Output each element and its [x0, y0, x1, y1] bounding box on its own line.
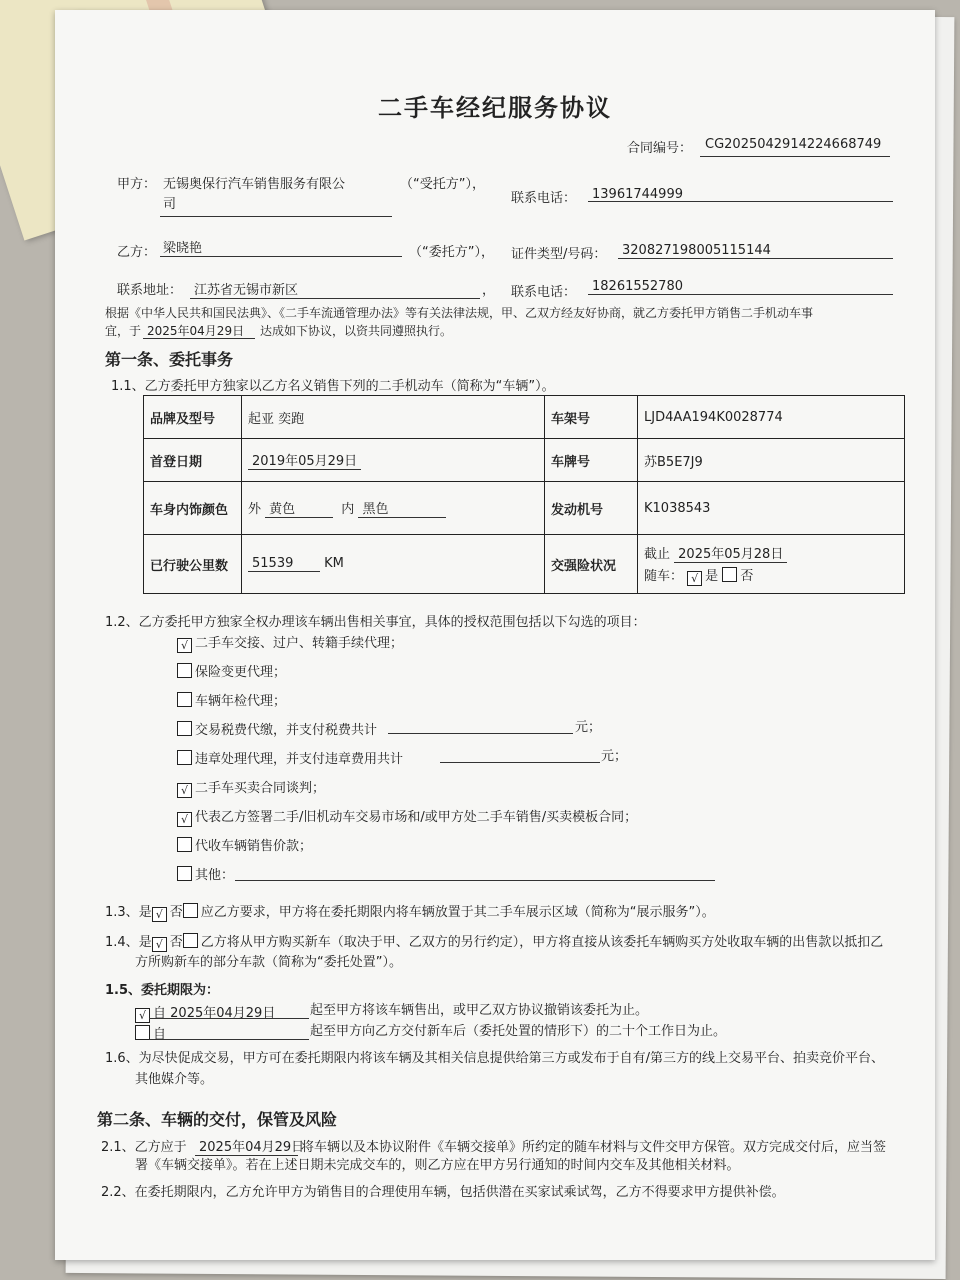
checkbox-transfer[interactable]: √	[177, 638, 192, 653]
clause-1-4-line1: 乙方将从甲方购买新车（取决于甲、乙双方的另行约定），甲方将直接从该委托车辆购买方处收取车辆的出售款以抵扣乙	[200, 935, 884, 950]
plate-label: 车牌号	[545, 439, 638, 482]
party-b-label: 乙方：	[117, 245, 157, 260]
contract-no-underline	[700, 156, 890, 157]
term-2-zi: 自	[153, 1027, 167, 1042]
interior-label: 内	[341, 502, 355, 517]
party-b-phone-label: 联系电话：	[511, 285, 577, 300]
insurance-date: 2025年05月28日	[674, 543, 787, 563]
party-a-role: （“受托方”），	[400, 177, 485, 192]
clause-1-4-no: 否	[169, 935, 183, 950]
checkbox-term-1[interactable]: √	[135, 1008, 150, 1023]
clause-2-1-b: 将车辆以及本协议附件《车辆交接单》所约定的随车材料与文件交甲方保管。双方完成交付后，应当签	[301, 1140, 887, 1155]
option-negotiation-label: 二手车买卖合同谈判；	[195, 781, 326, 796]
yes-label: 是	[705, 568, 719, 584]
clause-1-4	[105, 932, 883, 954]
party-b-role: （“委托方”），	[409, 245, 494, 260]
exterior-color: 黄色	[265, 498, 333, 518]
checkbox-sign[interactable]: √	[177, 812, 192, 827]
exterior-label: 外	[248, 502, 262, 517]
clause-1-4-line2: 方所购新车的部分车款（简称为“委托处置”）。	[135, 955, 402, 970]
clause-1-3-num: 1.3、	[105, 905, 139, 920]
contract-no: CG2025042914224668749	[705, 137, 882, 152]
vehicle-table	[143, 395, 905, 594]
option-insurance	[177, 661, 286, 680]
party-b-underline	[160, 256, 402, 257]
party-b-phone-underline	[588, 294, 893, 295]
checkbox-tax[interactable]	[177, 721, 192, 736]
reg-date-value: 2019年05月29日	[248, 450, 361, 470]
option-other-label: 其他：	[195, 868, 235, 883]
engine-value: K1038543	[638, 482, 905, 535]
option-tax	[177, 719, 377, 738]
option-violation	[177, 748, 403, 767]
checkbox-negotiation[interactable]: √	[177, 783, 192, 798]
no-label: 否	[740, 568, 754, 584]
clause-1-3-no: 否	[169, 905, 183, 920]
term-2-underline	[149, 1039, 309, 1040]
intro-line2-a: 宜，于	[105, 324, 142, 338]
clause-1-6-line1: 1.6、为尽快促成交易，甲方可在委托期限内将该车辆及其相关信息提供给第三方或发布于自有/第三方的线上交易平台、拍卖竞价平台、	[105, 1051, 885, 1066]
brand-label: 品牌及型号	[144, 396, 242, 439]
table-row	[144, 482, 905, 535]
mileage-label: 已行驶公里数	[144, 535, 242, 594]
option-collect	[177, 835, 312, 854]
section-2-title: 第二条、车辆的交付，保管及风险	[97, 1110, 338, 1129]
option-transfer-label: 二手车交接、过户、转籍手续代理；	[195, 636, 404, 651]
intro-date: 2025年04月29日	[147, 324, 245, 338]
vin-label: 车架号	[545, 396, 638, 439]
clause-1-3	[105, 902, 715, 924]
checkbox-no[interactable]	[722, 567, 737, 582]
clause-2-2: 2.2、在委托期限内，乙方允许甲方为销售目的合理使用车辆，包括供潜在买家试乘试驾，乙方不得要求甲方提供补偿。	[101, 1185, 785, 1200]
option-transfer	[177, 632, 403, 653]
address-value: 江苏省无锡市新区	[194, 283, 299, 298]
vin-value: LJD4AA194K0028774	[638, 396, 905, 439]
table-row	[144, 535, 905, 594]
checkbox-inspection[interactable]	[177, 692, 192, 707]
clause-2-1-date: 2025年04月29日	[199, 1140, 305, 1155]
mileage-unit: KM	[324, 556, 344, 571]
clause-2-1-line2: 署《车辆交接单》。若在上述日期未完成交车的，则乙方应在甲方另行通知的时间内交车及其他相关材料。	[135, 1158, 740, 1173]
party-a-phone-underline	[588, 201, 893, 202]
intro-date-underline	[143, 338, 255, 339]
section-1-title: 第一条、委托事务	[105, 350, 234, 369]
other-blank	[235, 880, 715, 881]
party-a-name-line1: 无锡奥保行汽车销售服务有限公	[163, 177, 346, 192]
party-a-name-line2: 司	[163, 197, 177, 212]
option-sign	[177, 806, 637, 827]
tax-yuan: 元；	[575, 720, 602, 735]
party-b-id-underline	[618, 258, 893, 259]
checkbox-1-4-no[interactable]	[183, 933, 198, 948]
mileage-value: 51539	[248, 556, 320, 572]
table-row	[144, 439, 905, 482]
option-negotiation	[177, 777, 325, 798]
clause-1-5-title: 1.5、委托期限为：	[105, 983, 220, 998]
option-inspection	[177, 690, 286, 709]
term-option-1	[135, 1002, 275, 1023]
checkbox-other[interactable]	[177, 866, 192, 881]
option-other	[177, 864, 234, 883]
clause-1-6-line2: 其他媒介等。	[135, 1072, 214, 1087]
clause-1-3-text: 应乙方要求，甲方将在委托期限内将车辆放置于其二手车展示区域（简称为“展示服务”）。	[200, 905, 715, 920]
engine-label: 发动机号	[545, 482, 638, 535]
clause-1-3-yes: 是	[138, 905, 152, 920]
clause-1-2: 1.2、乙方委托甲方独家全权办理该车辆出售相关事宜，具体的授权范围包括以下勾选的项目：	[105, 615, 646, 630]
address-underline	[190, 298, 480, 299]
violation-yuan: 元；	[601, 749, 628, 764]
party-a-underline	[160, 216, 392, 217]
plate-value: 苏B5E7J9	[638, 439, 905, 482]
contract-no-label: 合同编号：	[627, 141, 693, 156]
violation-amount-blank	[440, 762, 600, 763]
term-1-zi: 自	[153, 1006, 167, 1021]
insurance-prefix: 截止	[644, 546, 671, 562]
checkbox-insurance[interactable]	[177, 663, 192, 678]
party-b-name: 梁晓艳	[163, 241, 203, 256]
party-a-phone-label: 联系电话：	[511, 191, 577, 206]
term-2-text: 起至甲方向乙方交付新车后（委托处置的情形下）的二十个工作日为止。	[310, 1024, 727, 1039]
term-1-text: 起至甲方将该车辆售出，或甲乙双方协议撤销该委托为止。	[310, 1003, 649, 1018]
checkbox-1-4-yes[interactable]: √	[152, 937, 167, 952]
tax-amount-blank	[388, 733, 573, 734]
option-violation-label: 违章处理代理，并支付违章费用共计	[195, 752, 404, 767]
document-title: 二手车经纪服务协议	[378, 94, 612, 122]
option-sign-label: 代表乙方签署二手/旧机动车交易市场和/或甲方处二手车销售/买卖模板合同；	[195, 810, 638, 825]
checkbox-yes[interactable]: √	[687, 571, 702, 586]
term-1-underline	[149, 1018, 309, 1019]
option-inspection-label: 车辆年检代理；	[195, 694, 287, 709]
interior-color: 黑色	[358, 498, 446, 518]
brand-value: 起亚 奕跑	[242, 396, 545, 439]
insurance-with-label: 随车：	[644, 568, 684, 584]
clause-2-1-a: 2.1、乙方应于	[101, 1140, 187, 1155]
clause-2-1-date-underline	[195, 1155, 298, 1156]
contract-page	[55, 10, 935, 1260]
color-label: 车身内饰颜色	[144, 482, 242, 535]
option-insurance-label: 保险变更代理；	[195, 665, 287, 680]
checkbox-1-3-no[interactable]	[183, 903, 198, 918]
reg-date-label: 首登日期	[144, 439, 242, 482]
insurance-label: 交强险状况	[545, 535, 638, 594]
option-tax-label: 交易税费代缴，并支付税费共计	[195, 723, 378, 738]
party-a-phone: 13961744999	[592, 187, 683, 202]
address-comma: ，	[482, 283, 496, 298]
intro-line2-b: 达成如下协议，以资共同遵照执行。	[260, 324, 453, 338]
party-a-label: 甲方：	[117, 177, 157, 192]
checkbox-term-2[interactable]	[135, 1025, 150, 1040]
party-b-id-label: 证件类型/号码：	[511, 247, 607, 262]
checkbox-violation[interactable]	[177, 750, 192, 765]
checkbox-1-3-yes[interactable]: √	[152, 907, 167, 922]
intro-line1: 根据《中华人民共和国民法典》、《二手车流通管理办法》等有关法律法规，甲、乙双方经友好协商，就乙方委托甲方销售二手机动车事	[105, 306, 814, 320]
term-1-date: 2025年04月29日	[170, 1006, 276, 1021]
option-collect-label: 代收车辆销售价款；	[195, 839, 313, 854]
party-b-id: 320827198005115144	[622, 243, 771, 258]
clause-1-4-yes: 是	[138, 935, 152, 950]
clause-1-4-num: 1.4、	[105, 935, 139, 950]
party-b-phone: 18261552780	[592, 279, 683, 294]
clause-1-1: 1.1、乙方委托甲方独家以乙方名义销售下列的二手机动车（简称为“车辆”）。	[111, 379, 555, 394]
checkbox-collect[interactable]	[177, 837, 192, 852]
address-label: 联系地址：	[117, 283, 183, 298]
table-row	[144, 396, 905, 439]
